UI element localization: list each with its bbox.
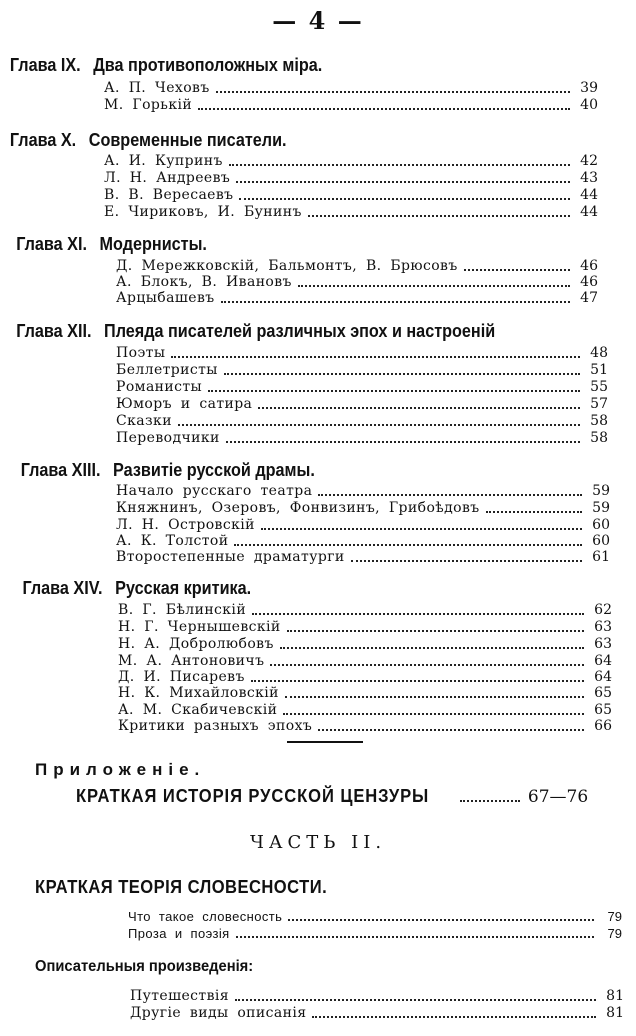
chapter-14 xyxy=(0,578,636,599)
entry-label: Переводчики xyxy=(116,430,220,446)
entry-page: 64 xyxy=(594,653,612,669)
chapter-title: Русская критика. xyxy=(115,578,252,598)
entry-page: 43 xyxy=(580,170,598,186)
appendix-label: Приложеніе. xyxy=(35,760,206,779)
chapter-13 xyxy=(0,460,636,481)
entry-page: 55 xyxy=(590,379,608,395)
toc-entry xyxy=(104,97,598,114)
chapter-title: Развитіе русской драмы. xyxy=(113,460,315,480)
toc-entry xyxy=(116,345,608,362)
entry-label: Е. Чириковъ, И. Бунинъ xyxy=(104,204,302,220)
toc-entry xyxy=(118,636,612,653)
entry-page: 51 xyxy=(590,362,608,378)
entry-page: 58 xyxy=(590,430,608,446)
dot-leader xyxy=(236,936,594,938)
entry-label: Поэты xyxy=(116,345,166,361)
entry-page: 58 xyxy=(590,413,608,429)
entry-page: 60 xyxy=(592,533,610,549)
toc-entry xyxy=(118,653,612,670)
toc-entry xyxy=(116,274,598,291)
toc-entry xyxy=(116,430,608,447)
entry-page: 64 xyxy=(594,669,612,685)
entry-page: 46 xyxy=(580,274,598,290)
entry-page: 59 xyxy=(592,483,610,499)
dot-leader xyxy=(178,424,580,426)
chapter-number: Глава XIII. xyxy=(20,460,101,480)
dot-leader xyxy=(258,407,580,409)
toc-entry xyxy=(116,483,610,500)
toc-entry xyxy=(116,549,610,566)
entry-page: 60 xyxy=(592,517,610,533)
entry-label: Беллетристы xyxy=(116,362,218,378)
dot-leader xyxy=(318,494,582,496)
entry-label: Путешествія xyxy=(130,988,229,1004)
entry-page: 57 xyxy=(590,396,608,412)
toc-entry xyxy=(118,685,612,702)
chapter-heading xyxy=(0,130,572,151)
toc-entry xyxy=(116,517,610,534)
dot-leader xyxy=(285,696,584,698)
entry-page: 59 xyxy=(592,500,610,516)
toc-entry xyxy=(128,908,622,925)
chapter-heading xyxy=(0,578,572,599)
entry-label: М. Горькій xyxy=(104,97,193,113)
chapter-heading xyxy=(0,321,572,342)
chapter-title: Два противоположных міра. xyxy=(93,55,323,75)
toc-entry xyxy=(104,204,598,221)
entry-page: 66 xyxy=(594,718,612,734)
dot-leader xyxy=(288,919,594,921)
toc-entry xyxy=(104,153,598,170)
dot-leader xyxy=(216,91,570,93)
dot-leader xyxy=(251,680,584,682)
appendix-entry xyxy=(76,785,626,807)
dot-leader xyxy=(298,285,570,287)
dot-leader xyxy=(224,373,580,375)
entry-page: 61 xyxy=(592,549,610,565)
entry-label: Д. Мережковскій, Бальмонтъ, В. Брюсовъ xyxy=(116,258,458,274)
entry-page: 63 xyxy=(594,636,612,652)
dot-leader xyxy=(464,269,570,271)
entry-label: А. М. Скабичевскій xyxy=(118,702,278,718)
chapter-heading xyxy=(0,234,572,255)
dot-leader xyxy=(221,301,570,303)
dot-leader xyxy=(318,729,584,731)
toc-entry xyxy=(116,533,610,550)
descriptive-title: Описательныя произведенія: xyxy=(35,958,254,975)
toc-entry xyxy=(130,1005,624,1022)
toc-entry xyxy=(104,187,598,204)
toc-entry xyxy=(130,988,624,1005)
entry-label: А. И. Купринъ xyxy=(104,153,223,169)
entry-page: 42 xyxy=(580,153,598,169)
entry-page: 81 xyxy=(606,988,624,1004)
chapter-heading xyxy=(0,55,572,76)
chapter-title: Модернисты. xyxy=(99,234,207,254)
entry-label: А. К. Толстой xyxy=(116,533,229,549)
dot-leader xyxy=(252,613,584,615)
dot-leader xyxy=(236,181,570,183)
dot-leader xyxy=(261,528,582,530)
entry-label: Проза и поэзія xyxy=(128,926,230,941)
entry-label: В. В. Вересаевъ xyxy=(104,187,234,203)
dot-leader xyxy=(351,560,582,562)
appendix-title: КРАТКАЯ ИСТОРІЯ РУССКОЙ ЦЕНЗУРЫ xyxy=(76,786,430,806)
entry-label: Романисты xyxy=(116,379,203,395)
dot-leader xyxy=(171,356,580,358)
toc-entry xyxy=(116,258,598,275)
toc-entry xyxy=(104,170,598,187)
entry-page: 47 xyxy=(580,290,598,306)
toc-entry xyxy=(116,500,610,517)
entry-page: 79 xyxy=(607,926,622,941)
entry-label: Сказки xyxy=(116,413,172,429)
entry-page: 48 xyxy=(590,345,608,361)
dot-leader xyxy=(312,1016,596,1018)
entry-label: Начало русскаго театра xyxy=(116,483,313,499)
toc-entry xyxy=(118,718,612,735)
entry-page: 79 xyxy=(607,909,622,924)
entry-label: Критики разныхъ эпохъ xyxy=(118,718,313,734)
toc-entry xyxy=(118,702,612,719)
entry-label: Л. Н. Островскій xyxy=(116,517,255,533)
entry-label: Арцыбашевъ xyxy=(116,290,215,306)
entry-page: 40 xyxy=(580,97,598,113)
entry-page: 44 xyxy=(580,204,598,220)
toc-entry xyxy=(116,396,608,413)
toc-entry xyxy=(128,925,622,942)
chapter-9 xyxy=(0,55,636,76)
dot-leader xyxy=(460,800,520,802)
chapter-number: Глава X. xyxy=(9,130,77,150)
toc-entry xyxy=(116,290,598,307)
chapter-11 xyxy=(0,234,636,255)
chapter-10 xyxy=(0,130,636,151)
toc-entry xyxy=(104,80,598,97)
toc-entry xyxy=(118,602,612,619)
entry-label: Н. К. Михайловскій xyxy=(118,685,279,701)
dot-leader xyxy=(235,999,596,1001)
dot-leader xyxy=(234,544,582,546)
entry-label: Княжнинъ, Озеровъ, Фонвизинъ, Грибоѣдовъ xyxy=(116,500,480,516)
dot-leader xyxy=(270,664,584,666)
chapter-number: Глава XII. xyxy=(16,321,92,341)
entry-label: А. Блокъ, В. Ивановъ xyxy=(116,274,292,290)
dot-leader xyxy=(198,108,570,110)
section-divider xyxy=(287,741,363,743)
dot-leader xyxy=(280,647,584,649)
chapter-12 xyxy=(0,321,636,342)
dot-leader xyxy=(229,164,570,166)
entry-label: А. П. Чеховъ xyxy=(104,80,210,96)
entry-page: 39 xyxy=(580,80,598,96)
entry-page: 63 xyxy=(594,619,612,635)
theory-title: КРАТКАЯ ТЕОРІЯ СЛОВЕСНОСТИ. xyxy=(35,877,328,897)
entry-label: Второстепенные драматурги xyxy=(116,549,345,565)
chapter-title: Плеяда писателей различных эпох и настроеній xyxy=(104,321,496,341)
entry-label: Н. А. Добролюбовъ xyxy=(118,636,274,652)
entry-page: 44 xyxy=(580,187,598,203)
dot-leader xyxy=(208,390,580,392)
entry-label: Что такое словесность xyxy=(128,909,283,924)
dot-leader xyxy=(287,630,584,632)
part-title: ЧАСТЬ II. xyxy=(249,832,387,853)
chapter-heading xyxy=(0,460,572,481)
dot-leader xyxy=(486,511,582,513)
dot-leader xyxy=(308,215,570,217)
entry-page: 81 xyxy=(606,1005,624,1021)
entry-page: 65 xyxy=(594,702,612,718)
chapter-number: Глава XI. xyxy=(16,234,87,254)
dot-leader xyxy=(239,198,570,200)
appendix-pages: 67—76 xyxy=(527,787,589,807)
entry-label: Юморъ и сатира xyxy=(116,396,253,412)
entry-label: Н. Г. Чернышевскій xyxy=(118,619,281,635)
chapter-title: Современные писатели. xyxy=(88,130,287,150)
toc-entry xyxy=(116,379,608,396)
dot-leader xyxy=(226,441,580,443)
entry-label: Д. И. Писаревъ xyxy=(118,669,245,685)
chapter-number: Глава IX. xyxy=(9,55,81,75)
entry-page: 65 xyxy=(594,685,612,701)
dot-leader xyxy=(283,713,584,715)
entry-page: 46 xyxy=(580,258,598,274)
entry-label: Другіе виды описанія xyxy=(130,1005,307,1021)
toc-entry xyxy=(118,619,612,636)
toc-entry xyxy=(116,413,608,430)
toc-entry xyxy=(116,362,608,379)
entry-label: В. Г. Бѣлинскій xyxy=(118,602,247,618)
entry-label: Л. Н. Андреевъ xyxy=(104,170,231,186)
entry-label: М. А. Антоновичъ xyxy=(118,653,265,669)
chapter-number: Глава XIV. xyxy=(22,578,103,598)
toc-entry xyxy=(118,669,612,686)
entry-page: 62 xyxy=(594,602,612,618)
page-number: — 4 — xyxy=(272,6,364,35)
